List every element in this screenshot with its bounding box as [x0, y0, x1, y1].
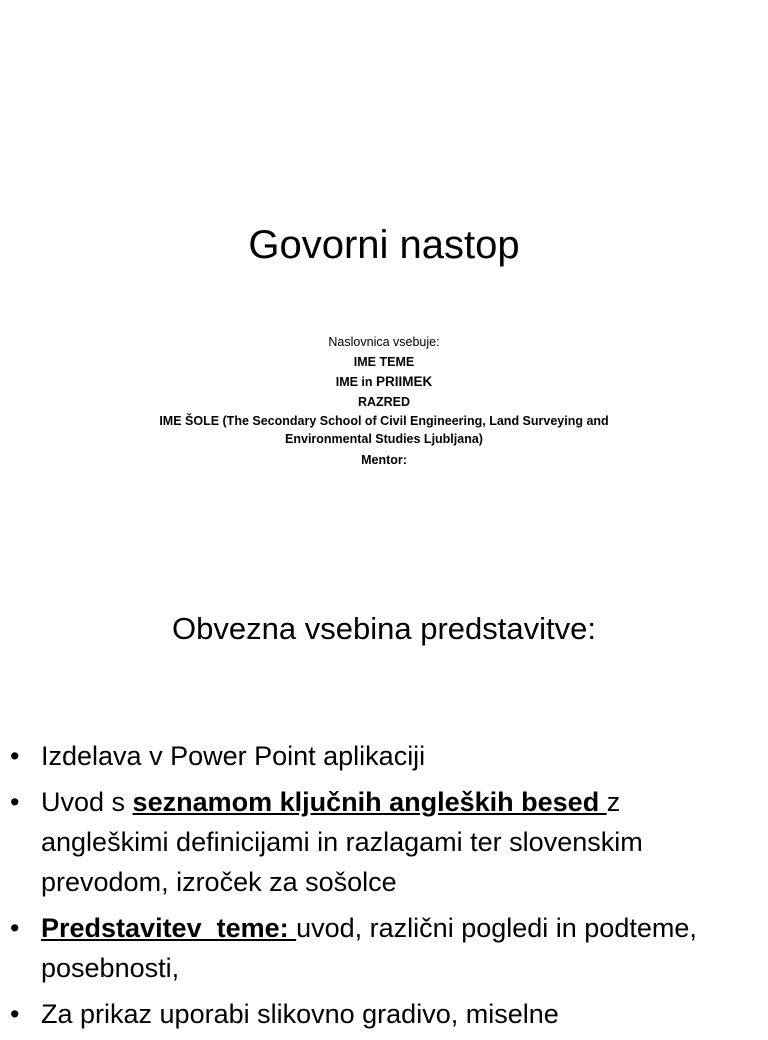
list-item-text-before: Uvod s — [41, 787, 133, 817]
name-line — [120, 372, 648, 392]
list-item-text-after: uvod, različni pogledi in podteme, posebnosti, — [41, 913, 697, 983]
list-item-text-after: z angleškimi definicijami in razlagami ter slovenskim prevodom, izroček za sošolce — [41, 787, 643, 897]
school-label: IME ŠOLE (The Secondary School of Civil Engineering, Land Surveying and Environmental Studies Ljubljana) — [159, 414, 609, 446]
topic-label: IME TEME — [353, 355, 415, 369]
list-item-text: Za prikaz uporabi slikovno gradivo, miselne — [41, 999, 559, 1029]
list-item — [0, 908, 768, 988]
list-item-text: Izdelava v Power Point aplikaciji — [41, 741, 426, 771]
bullet-icon: • — [10, 741, 20, 771]
bullet-icon: • — [10, 787, 20, 817]
slide-title: Govorni nastop — [248, 223, 520, 267]
list-item — [0, 782, 768, 902]
mentor-label: Mentor: — [361, 453, 407, 467]
surname-label: PRIIMEK — [376, 374, 433, 389]
bullet-icon: • — [10, 999, 20, 1029]
list-item — [0, 994, 768, 1034]
list-item-emphasis: Predstavitev teme: — [41, 913, 297, 943]
list-item-emphasis: seznamom ključnih angleških besed — [132, 787, 607, 817]
requirements-list — [0, 736, 768, 1040]
content-slide-title: Obvezna vsebina predstavitve: — [172, 611, 596, 646]
class-label: RAZRED — [357, 395, 411, 409]
title-page-contents — [120, 332, 648, 470]
bullet-icon: • — [10, 913, 20, 943]
list-item — [0, 736, 768, 776]
name-prefix: IME in — [335, 375, 376, 389]
contents-intro: Naslovnica vsebuje: — [328, 335, 440, 349]
